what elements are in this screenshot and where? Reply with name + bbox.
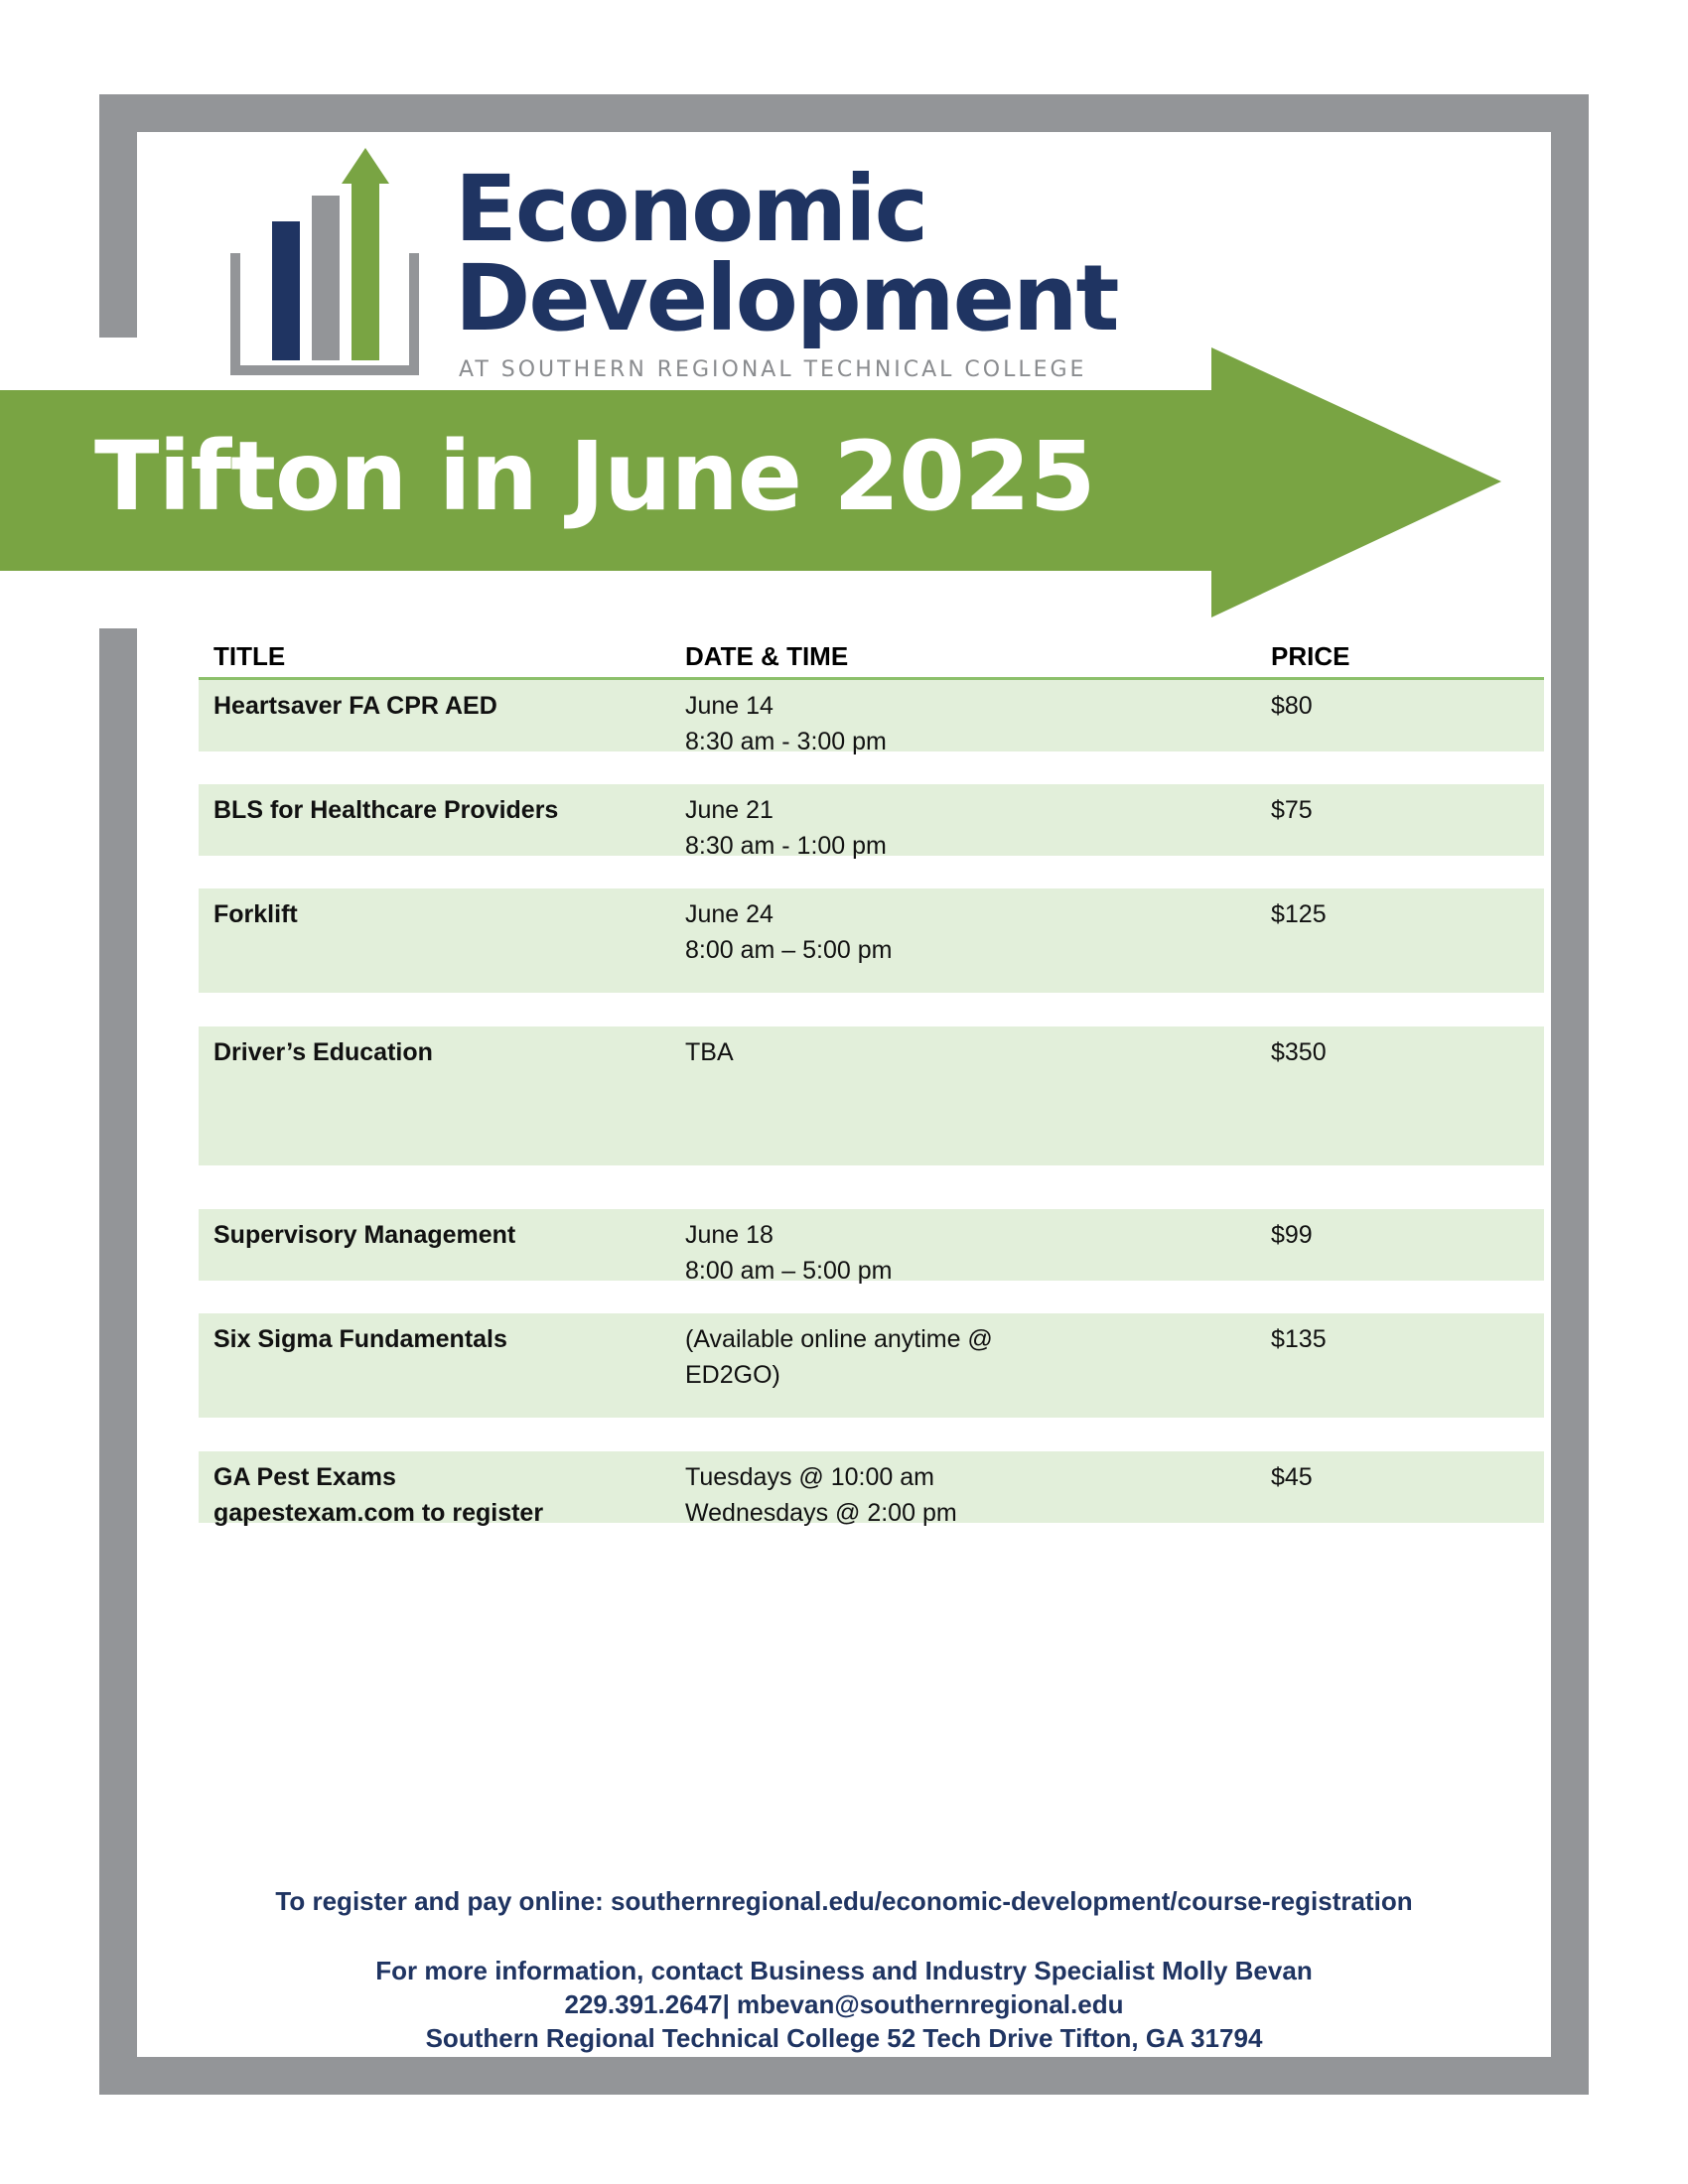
course-date-time-line: June 14 [685,692,774,720]
course-title-line: Six Sigma Fundamentals [213,1325,507,1353]
course-title [213,792,558,828]
frame-left-top [99,94,137,338]
contact-info [0,1954,1688,2055]
bar-chart-arrow-icon [230,144,429,377]
course-date-time [685,1034,1082,1070]
course-title-line: Supervisory Management [213,1221,516,1249]
course-date-time-line: TBA [685,1038,734,1066]
course-title [213,1034,433,1070]
frame-right [1551,94,1589,2095]
table-row [199,1026,1544,1165]
course-date-time-line: Tuesdays @ 10:00 am [685,1463,934,1491]
course-date-time-line: June 21 [685,796,774,824]
course-title [213,688,497,724]
course-date-time [685,688,1082,759]
table-row [199,680,1544,755]
course-date-time-line: June 24 [685,900,774,928]
course-date-time-line: ED2GO) [685,1361,780,1389]
course-title-line: Heartsaver FA CPR AED [213,692,497,720]
table-row [199,1313,1544,1418]
course-date-time-line: 8:30 am - 3:00 pm [685,728,887,755]
course-title [213,1217,515,1253]
table-row [199,1451,1544,1527]
course-title-line: BLS for Healthcare Providers [213,796,559,824]
course-date-time [685,1217,1082,1289]
frame-left-bottom [99,628,137,2095]
contact-line-3: Southern Regional Technical College 52 Tech Drive Tifton, GA 31794 [425,2023,1263,2053]
course-date-time-line: Wednesdays @ 2:00 pm [685,1499,957,1527]
course-date-time-line: 8:30 am - 1:00 pm [685,832,887,860]
frame-top [99,94,1589,132]
course-price: $80 [1271,692,1313,720]
table-row [199,888,1544,993]
course-date-time-line: (Available online anytime @ [685,1325,993,1353]
course-date-time [685,896,1082,968]
course-title-line: GA Pest Exams [213,1463,396,1491]
course-date-time [685,1459,1082,1531]
logo-word-development: Development [455,245,1118,351]
course-title-line: Forklift [213,900,298,928]
contact-line-1: For more information, contact Business and Industry Specialist Molly Bevan [375,1956,1313,1985]
course-title [213,896,298,932]
course-title-line: gapestexam.com to register [213,1499,544,1527]
header-price: PRICE [1271,641,1350,671]
header-date-time: DATE & TIME [685,641,849,671]
logo-word-economic: Economic [455,156,927,262]
contact-line-2: 229.391.2647| mbevan@southernregional.edu [564,1989,1124,2019]
frame-bottom [99,2057,1589,2095]
course-price: $125 [1271,900,1327,928]
course-price: $135 [1271,1325,1327,1353]
course-price: $350 [1271,1038,1327,1066]
course-title [213,1321,507,1357]
page-title: Tifton in June 2025 [94,421,1095,532]
course-date-time [685,1321,1082,1393]
course-table [199,635,1544,1527]
registration-line: To register and pay online: southernregional.edu/economic-development/course-registration [275,1886,1413,1916]
economic-development-logo [230,144,1118,382]
course-date-time-line: 8:00 am – 5:00 pm [685,936,893,964]
course-price: $45 [1271,1463,1313,1491]
course-title [213,1459,543,1531]
table-row [199,784,1544,860]
course-price: $75 [1271,796,1313,824]
table-row [199,1209,1544,1285]
course-price: $99 [1271,1221,1313,1249]
course-date-time-line: June 18 [685,1221,774,1249]
logo-subtitle: AT SOUTHERN REGIONAL TECHNICAL COLLEGE [459,357,1087,382]
table-header [199,635,1544,680]
header-title: TITLE [213,641,286,671]
course-date-time [685,792,1082,864]
course-date-time-line: 8:00 am – 5:00 pm [685,1257,893,1285]
course-title-line: Driver’s Education [213,1038,433,1066]
